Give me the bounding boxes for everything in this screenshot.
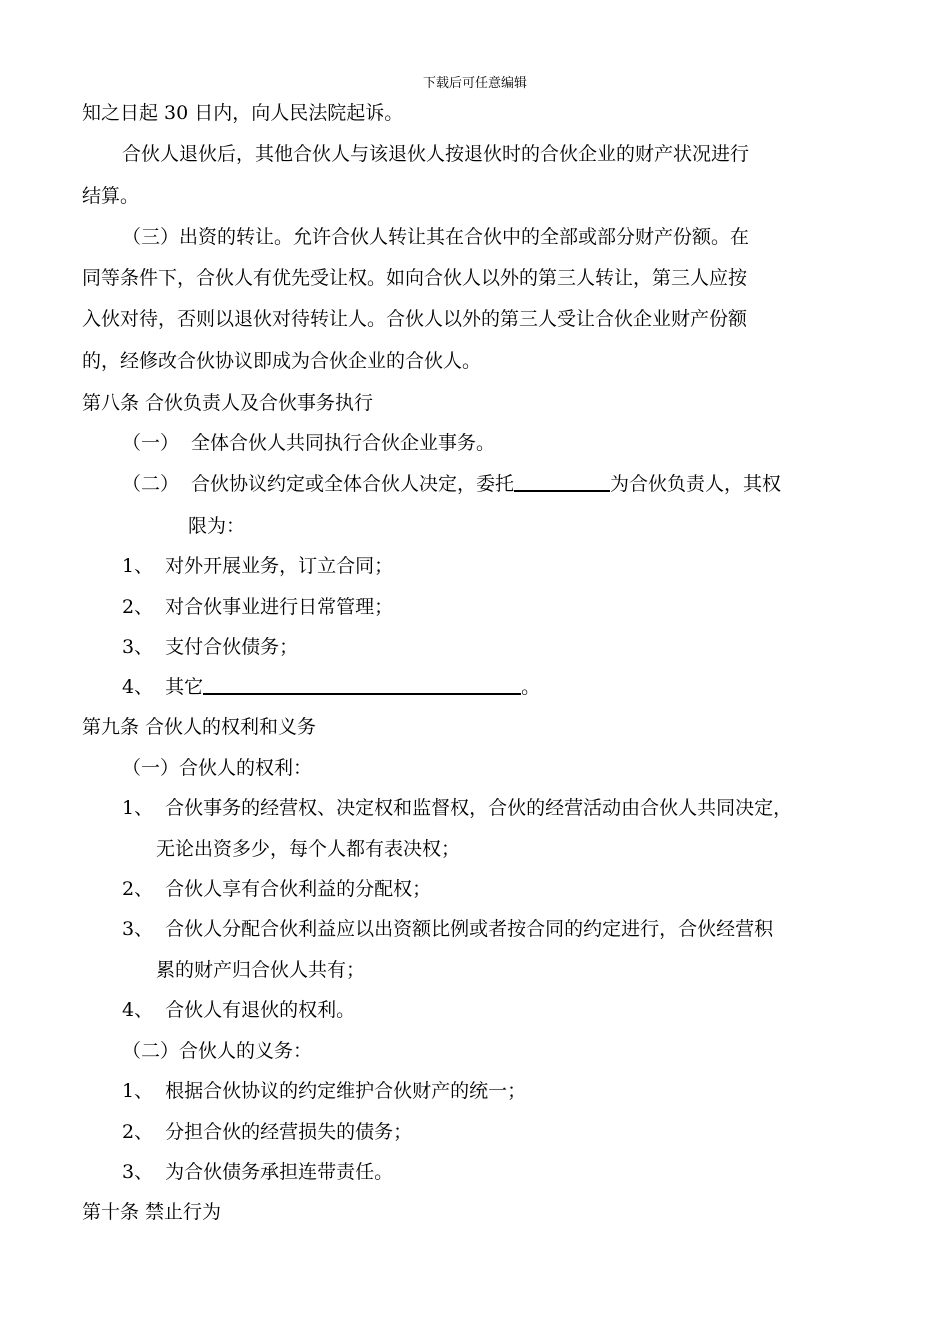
list-item	[122, 1079, 526, 1103]
fill-in-blank-delegate	[514, 472, 610, 492]
item-number: （二）	[122, 473, 180, 495]
list-number: 3、	[122, 918, 154, 940]
list-item	[122, 1120, 412, 1144]
list-item	[122, 675, 540, 699]
list-number: 4、	[122, 999, 154, 1021]
item-2	[122, 472, 781, 496]
fill-in-blank-other	[203, 675, 521, 695]
text-line-2: 合伙人退伙后，其他合伙人与该退伙人按退伙时的合伙企业的财产状况进行	[122, 143, 750, 165]
text-line-3: 结算。	[82, 185, 140, 207]
item-text: 合伙协议约定或全体合伙人决定，委托	[191, 473, 515, 495]
list-text: 合伙事务的经营权、决定权和监督权，合伙的经营活动由合伙人共同决定，	[165, 797, 793, 819]
item-text: 全体合伙人共同执行合伙企业事务。	[191, 432, 496, 454]
text-line-1: 知之日起 30 日内，向人民法院起诉。	[82, 102, 404, 124]
list-number: 2、	[122, 1121, 154, 1143]
list-text: 。	[521, 676, 541, 698]
list-number: 1、	[122, 1080, 154, 1102]
list-text: 支付合伙债务；	[165, 636, 299, 658]
text-line-11: 限为：	[188, 515, 246, 537]
list-number: 3、	[122, 636, 154, 658]
text-line-19: 无论出资多少，每个人都有表决权；	[156, 838, 461, 860]
item-1	[122, 431, 495, 455]
list-text: 合伙人享有合伙利益的分配权；	[165, 878, 432, 900]
list-item	[122, 877, 431, 901]
text-line-22: 累的财产归合伙人共有；	[156, 959, 366, 981]
list-text: 对合伙事业进行日常管理；	[165, 596, 394, 618]
page-header-note: 下载后可任意编辑	[422, 76, 527, 91]
article-10-heading: 第十条 禁止行为	[82, 1201, 222, 1223]
subsection-obligations: （二）合伙人的义务：	[122, 1040, 313, 1062]
list-text: 其它	[165, 676, 204, 698]
list-text: 对外开展业务，订立合同；	[165, 555, 394, 577]
item-number: （一）	[122, 432, 180, 454]
text-line-7: 的，经修改合伙协议即成为合伙企业的合伙人。	[82, 350, 482, 372]
article-9-heading: 第九条 合伙人的权利和义务	[82, 716, 317, 738]
list-item	[122, 554, 393, 578]
list-item	[122, 796, 792, 820]
list-text: 根据合伙协议的约定维护合伙财产的统一；	[165, 1080, 527, 1102]
list-number: 1、	[122, 797, 154, 819]
list-text: 为合伙债务承担连带责任。	[165, 1161, 394, 1183]
text-line-6: 入伙对待，否则以退伙对待转让人。合伙人以外的第三人受让合伙企业财产份额	[82, 308, 748, 330]
text-line-5: 同等条件下，合伙人有优先受让权。如向合伙人以外的第三人转让，第三人应按	[82, 267, 748, 289]
list-number: 2、	[122, 596, 154, 618]
subsection-rights: （一）合伙人的权利：	[122, 757, 313, 779]
list-item	[122, 917, 773, 941]
list-item	[122, 635, 298, 659]
article-8-heading: 第八条 合伙负责人及合伙事务执行	[82, 392, 374, 414]
list-text: 分担合伙的经营损失的债务；	[165, 1121, 413, 1143]
list-item	[122, 998, 355, 1022]
list-number: 2、	[122, 878, 154, 900]
list-item	[122, 595, 393, 619]
list-number: 1、	[122, 555, 154, 577]
list-text: 合伙人分配合伙利益应以出资额比例或者按合同的约定进行，合伙经营积	[165, 918, 774, 940]
list-item	[122, 1160, 393, 1184]
list-number: 3、	[122, 1161, 154, 1183]
text-line-4: （三）出资的转让。允许合伙人转让其在合伙中的全部或部分财产份额。在	[122, 226, 750, 248]
list-number: 4、	[122, 676, 154, 698]
item-text: 为合伙负责人，其权	[610, 473, 782, 495]
list-text: 合伙人有退伙的权利。	[165, 999, 356, 1021]
